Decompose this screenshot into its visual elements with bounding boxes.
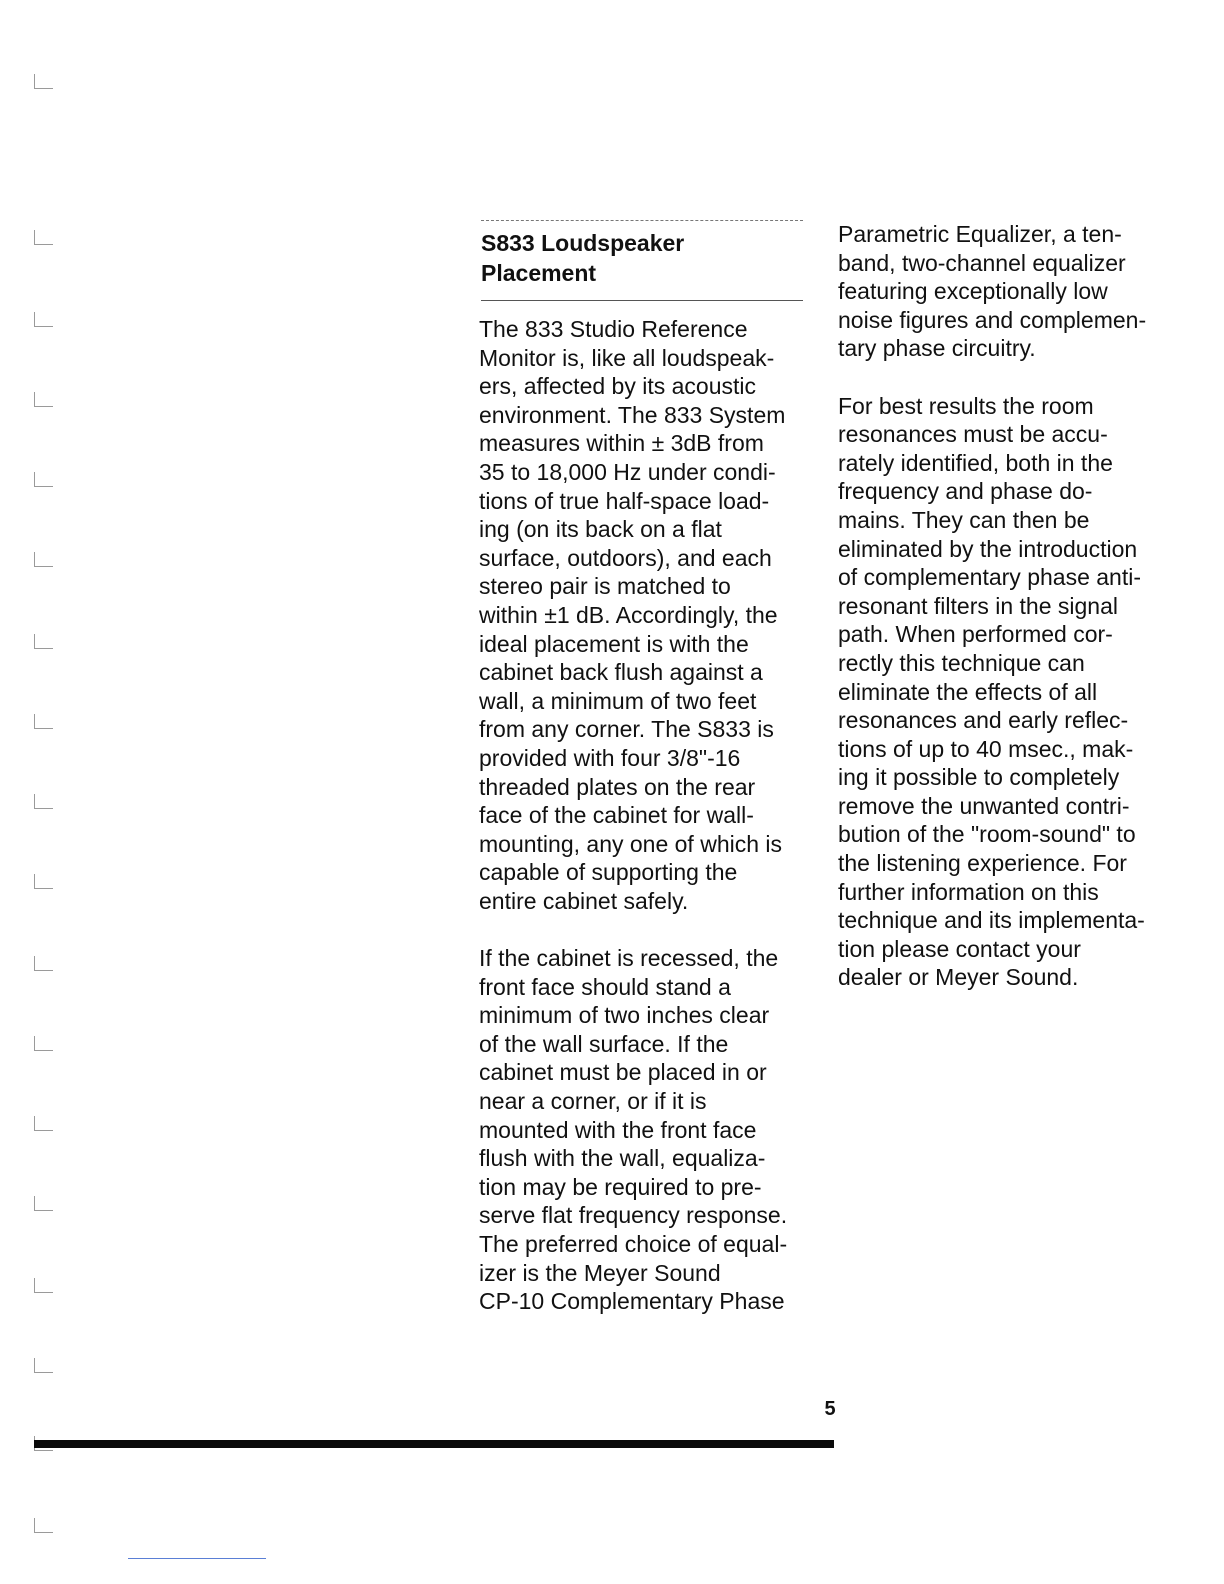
text-line: For best results the room bbox=[838, 392, 1094, 419]
binding-mark bbox=[34, 1278, 53, 1293]
text-line: mounted with the front face bbox=[479, 1116, 757, 1143]
text-line: technique and its implementa- bbox=[838, 907, 1145, 934]
text-line: within ±1 dB. Accordingly, the bbox=[479, 601, 778, 628]
text-line: tion please contact your bbox=[838, 935, 1081, 962]
text-line: of complementary phase anti- bbox=[838, 564, 1141, 591]
text-line: CP-10 Complementary Phase bbox=[479, 1288, 785, 1315]
text-line: noise figures and complemen- bbox=[838, 306, 1147, 333]
text-line: ing (on its back on a flat bbox=[479, 516, 722, 543]
text-line: frequency and phase do- bbox=[838, 478, 1093, 505]
text-line: bution of the "room-sound" to bbox=[838, 821, 1136, 848]
text-line: path. When performed cor- bbox=[838, 621, 1113, 648]
binding-mark bbox=[34, 392, 53, 407]
text-line: resonances and early reflec- bbox=[838, 707, 1129, 734]
text-line: The preferred choice of equal- bbox=[479, 1231, 788, 1257]
text-line: If the cabinet is recessed, the bbox=[479, 945, 779, 972]
binding-mark bbox=[34, 1036, 53, 1051]
heading-line: S833 Loudspeaker bbox=[481, 230, 685, 256]
text-line: minimum of two inches clear bbox=[479, 1002, 770, 1029]
text-line: eliminated by the introduction bbox=[838, 535, 1138, 562]
binding-mark bbox=[34, 1196, 53, 1211]
binding-mark bbox=[34, 714, 53, 729]
text-line: ideal placement is with the bbox=[479, 630, 749, 657]
text-line: mains. They can then be bbox=[838, 506, 1090, 533]
text-line: capable of supporting the bbox=[479, 859, 738, 886]
binding-mark bbox=[34, 472, 53, 487]
binding-mark bbox=[34, 634, 53, 649]
binding-mark bbox=[34, 1518, 53, 1533]
text-line: wall, a minimum of two feet bbox=[479, 687, 757, 714]
text-line: featuring exceptionally low bbox=[838, 278, 1108, 305]
left-column bbox=[479, 315, 819, 1316]
paragraph bbox=[838, 220, 1168, 363]
binding-mark bbox=[34, 1358, 53, 1373]
text-line: entire cabinet safely. bbox=[479, 887, 689, 914]
text-line: flush with the wall, equaliza- bbox=[479, 1145, 766, 1172]
text-line: remove the unwanted contri- bbox=[838, 792, 1130, 819]
text-line: tary phase circuitry. bbox=[838, 335, 1036, 362]
text-line: tions of up to 40 msec., mak- bbox=[838, 735, 1134, 762]
text-line: rately identified, both in the bbox=[838, 449, 1113, 476]
text-line: resonances must be accu- bbox=[838, 421, 1108, 448]
text-line: tion may be required to pre- bbox=[479, 1173, 762, 1200]
text-line: resonant filters in the signal bbox=[838, 592, 1118, 619]
text-line: 35 to 18,000 Hz under condi- bbox=[479, 458, 776, 485]
text-line: of the wall surface. If the bbox=[479, 1030, 729, 1057]
text-line: surface, outdoors), and each bbox=[479, 544, 772, 571]
text-line: mounting, any one of which is bbox=[479, 830, 783, 857]
paragraph bbox=[479, 944, 819, 1316]
text-line: cabinet back flush against a bbox=[479, 659, 763, 686]
binding-mark bbox=[34, 552, 53, 567]
binding-mark bbox=[34, 794, 53, 809]
text-line: tions of true half-space load- bbox=[479, 487, 770, 514]
text-line: stereo pair is matched to bbox=[479, 573, 731, 600]
text-line: dealer or Meyer Sound. bbox=[838, 964, 1079, 991]
text-line: rectly this technique can bbox=[838, 649, 1085, 676]
text-line: eliminate the effects of all bbox=[838, 678, 1098, 705]
right-column bbox=[838, 220, 1168, 992]
scan-artifact-line bbox=[128, 1558, 266, 1559]
text-line: Parametric Equalizer, a ten- bbox=[838, 221, 1122, 247]
binding-mark bbox=[34, 312, 53, 327]
paragraph bbox=[838, 392, 1168, 992]
text-line: izer is the Meyer Sound bbox=[479, 1259, 721, 1286]
section-heading bbox=[481, 228, 801, 288]
paragraph bbox=[479, 315, 819, 915]
text-line: ers, affected by its acoustic bbox=[479, 373, 756, 400]
binding-mark bbox=[34, 874, 53, 889]
text-line: Monitor is, like all loudspeak- bbox=[479, 344, 775, 371]
footer-rule bbox=[34, 1440, 834, 1448]
heading-bottom-rule bbox=[481, 300, 803, 301]
heading-top-rule bbox=[481, 220, 803, 221]
text-line: provided with four 3/8"-16 bbox=[479, 744, 741, 771]
text-line: cabinet must be placed in or bbox=[479, 1059, 767, 1086]
binding-mark bbox=[34, 956, 53, 971]
heading-line: Placement bbox=[481, 260, 597, 286]
text-line: the listening experience. For bbox=[838, 850, 1127, 877]
text-line: front face should stand a bbox=[479, 973, 731, 1000]
text-line: The 833 Studio Reference bbox=[479, 316, 748, 342]
text-line: further information on this bbox=[838, 878, 1099, 905]
text-line: band, two-channel equalizer bbox=[838, 249, 1126, 276]
text-line: ing it possible to completely bbox=[838, 764, 1120, 791]
text-line: face of the cabinet for wall- bbox=[479, 802, 754, 829]
binding-mark bbox=[34, 230, 53, 245]
binding-mark bbox=[34, 1116, 53, 1131]
text-line: from any corner. The S833 is bbox=[479, 716, 774, 743]
text-line: environment. The 833 System bbox=[479, 401, 786, 428]
text-line: serve flat frequency response. bbox=[479, 1202, 788, 1229]
binding-mark bbox=[34, 74, 53, 89]
page-number: 5 bbox=[824, 1398, 836, 1420]
text-line: near a corner, or if it is bbox=[479, 1088, 707, 1115]
text-line: measures within ± 3dB from bbox=[479, 430, 764, 457]
text-line: threaded plates on the rear bbox=[479, 773, 756, 800]
